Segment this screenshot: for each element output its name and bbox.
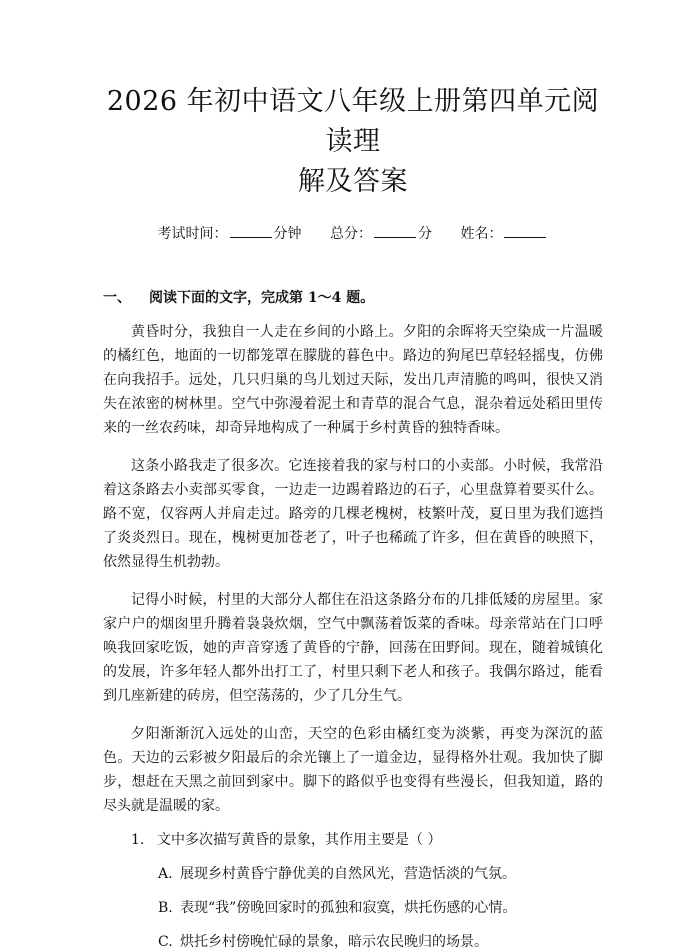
student-name-label: 姓名：	[460, 226, 503, 242]
passage-paragraph-3: 记得小时候，村里的大部分人都住在沿这条路分布的几排低矮的房屋里。家家户户的烟囱里升腾着袅袅炊烟，空气中飘荡着饭菜的香味。母亲常站在门口呼唤我回家吃饭，她的声音穿透了黄昏的宁静，回荡在田野间。现在，随着城镇化的发展，许多年轻人都外出打工了，村里只剩下老人和孩子。我偶尔路过，能看到几座新建的砖房，但空荡荡的，少了几分生气。	[103, 592, 603, 704]
document-title-line-2: 解及答案	[298, 166, 408, 197]
exam-time-label: 考试时间：	[157, 226, 228, 242]
question-stem: 文中多次描写黄昏的景象，其作用主要是（ ）	[157, 832, 442, 848]
total-score-blank	[374, 225, 416, 238]
option-a	[103, 864, 603, 884]
option-a-text: 展现乡村黄昏宁静优美的自然风光，营造恬淡的气氛。	[180, 866, 516, 882]
exam-time-blank	[230, 225, 272, 238]
option-b-text: 表现“我”傍晚回家时的孤独和寂寞，烘托伤感的心情。	[180, 900, 517, 916]
exam-time-field	[158, 224, 302, 244]
section-heading	[103, 288, 603, 308]
student-name-field	[460, 224, 548, 244]
exam-time-unit: 分钟	[273, 226, 302, 242]
total-score-label: 总分：	[330, 226, 372, 242]
student-name-blank	[504, 225, 546, 238]
exam-info-row	[103, 224, 603, 244]
document-title-line-1: 2026 年初中语文八年级上册第四单元阅读理	[106, 86, 600, 157]
option-b	[103, 898, 603, 918]
option-c-text: 烘托乡村傍晚忙碌的景象，暗示农民晚归的场景。	[180, 934, 488, 950]
question-number: 1.	[131, 832, 145, 848]
reading-passage	[103, 320, 603, 818]
passage-paragraph-4: 夕阳渐渐沉入远处的山峦，天空的色彩由橘红变为淡紫，再变为深沉的蓝色。天边的云彩被夕阳最后的余光镶上了一道金边，显得格外壮观。我加快了脚步，想赶在天黑之前回到家中。脚下的路似乎也变得有些漫长，但我知道，路的尽头就是温暖的家。	[103, 726, 603, 814]
passage-paragraph-2: 这条小路我走了很多次。它连接着我的家与村口的小卖部。小时候，我常沿着这条路去小卖部买零食，一边走一边踢着路边的石子，心里盘算着要买什么。路不宽，仅容两人并肩走过。路旁的几棵老槐树，枝繁叶茂，夏日里为我们遮挡了炎炎烈日。现在，槐树更加苍老了，叶子也稀疏了许多，但在黄昏的映照下，依然显得生机勃勃。	[103, 458, 603, 570]
option-b-label: B.	[158, 900, 173, 916]
passage-paragraph-1: 黄昏时分，我独自一人走在乡间的小路上。夕阳的余晖将天空染成一片温暖的橘红色，地面的一切都笼罩在朦胧的暮色中。路边的狗尾巴草轻轻摇曳，仿佛在向我招手。远处，几只归巢的鸟儿划过天际，发出几声清脆的鸣叫，很快又消失在浓密的树林里。空气中弥漫着泥土和青草的混合气息，混杂着远处稻田里传来的一丝农药味，却奇异地构成了一种属于乡村黄昏的独特香味。	[103, 324, 603, 436]
document-title	[103, 82, 603, 202]
section-instruction: 阅读下面的文字，完成第 1～4 题。	[149, 290, 375, 306]
option-a-label: A.	[158, 866, 173, 882]
total-score-unit: 分	[418, 226, 432, 242]
question-1	[103, 830, 603, 850]
option-c-label: C.	[158, 934, 173, 950]
total-score-field	[330, 224, 432, 244]
section-number: 一、	[103, 290, 131, 306]
option-c	[103, 932, 603, 952]
